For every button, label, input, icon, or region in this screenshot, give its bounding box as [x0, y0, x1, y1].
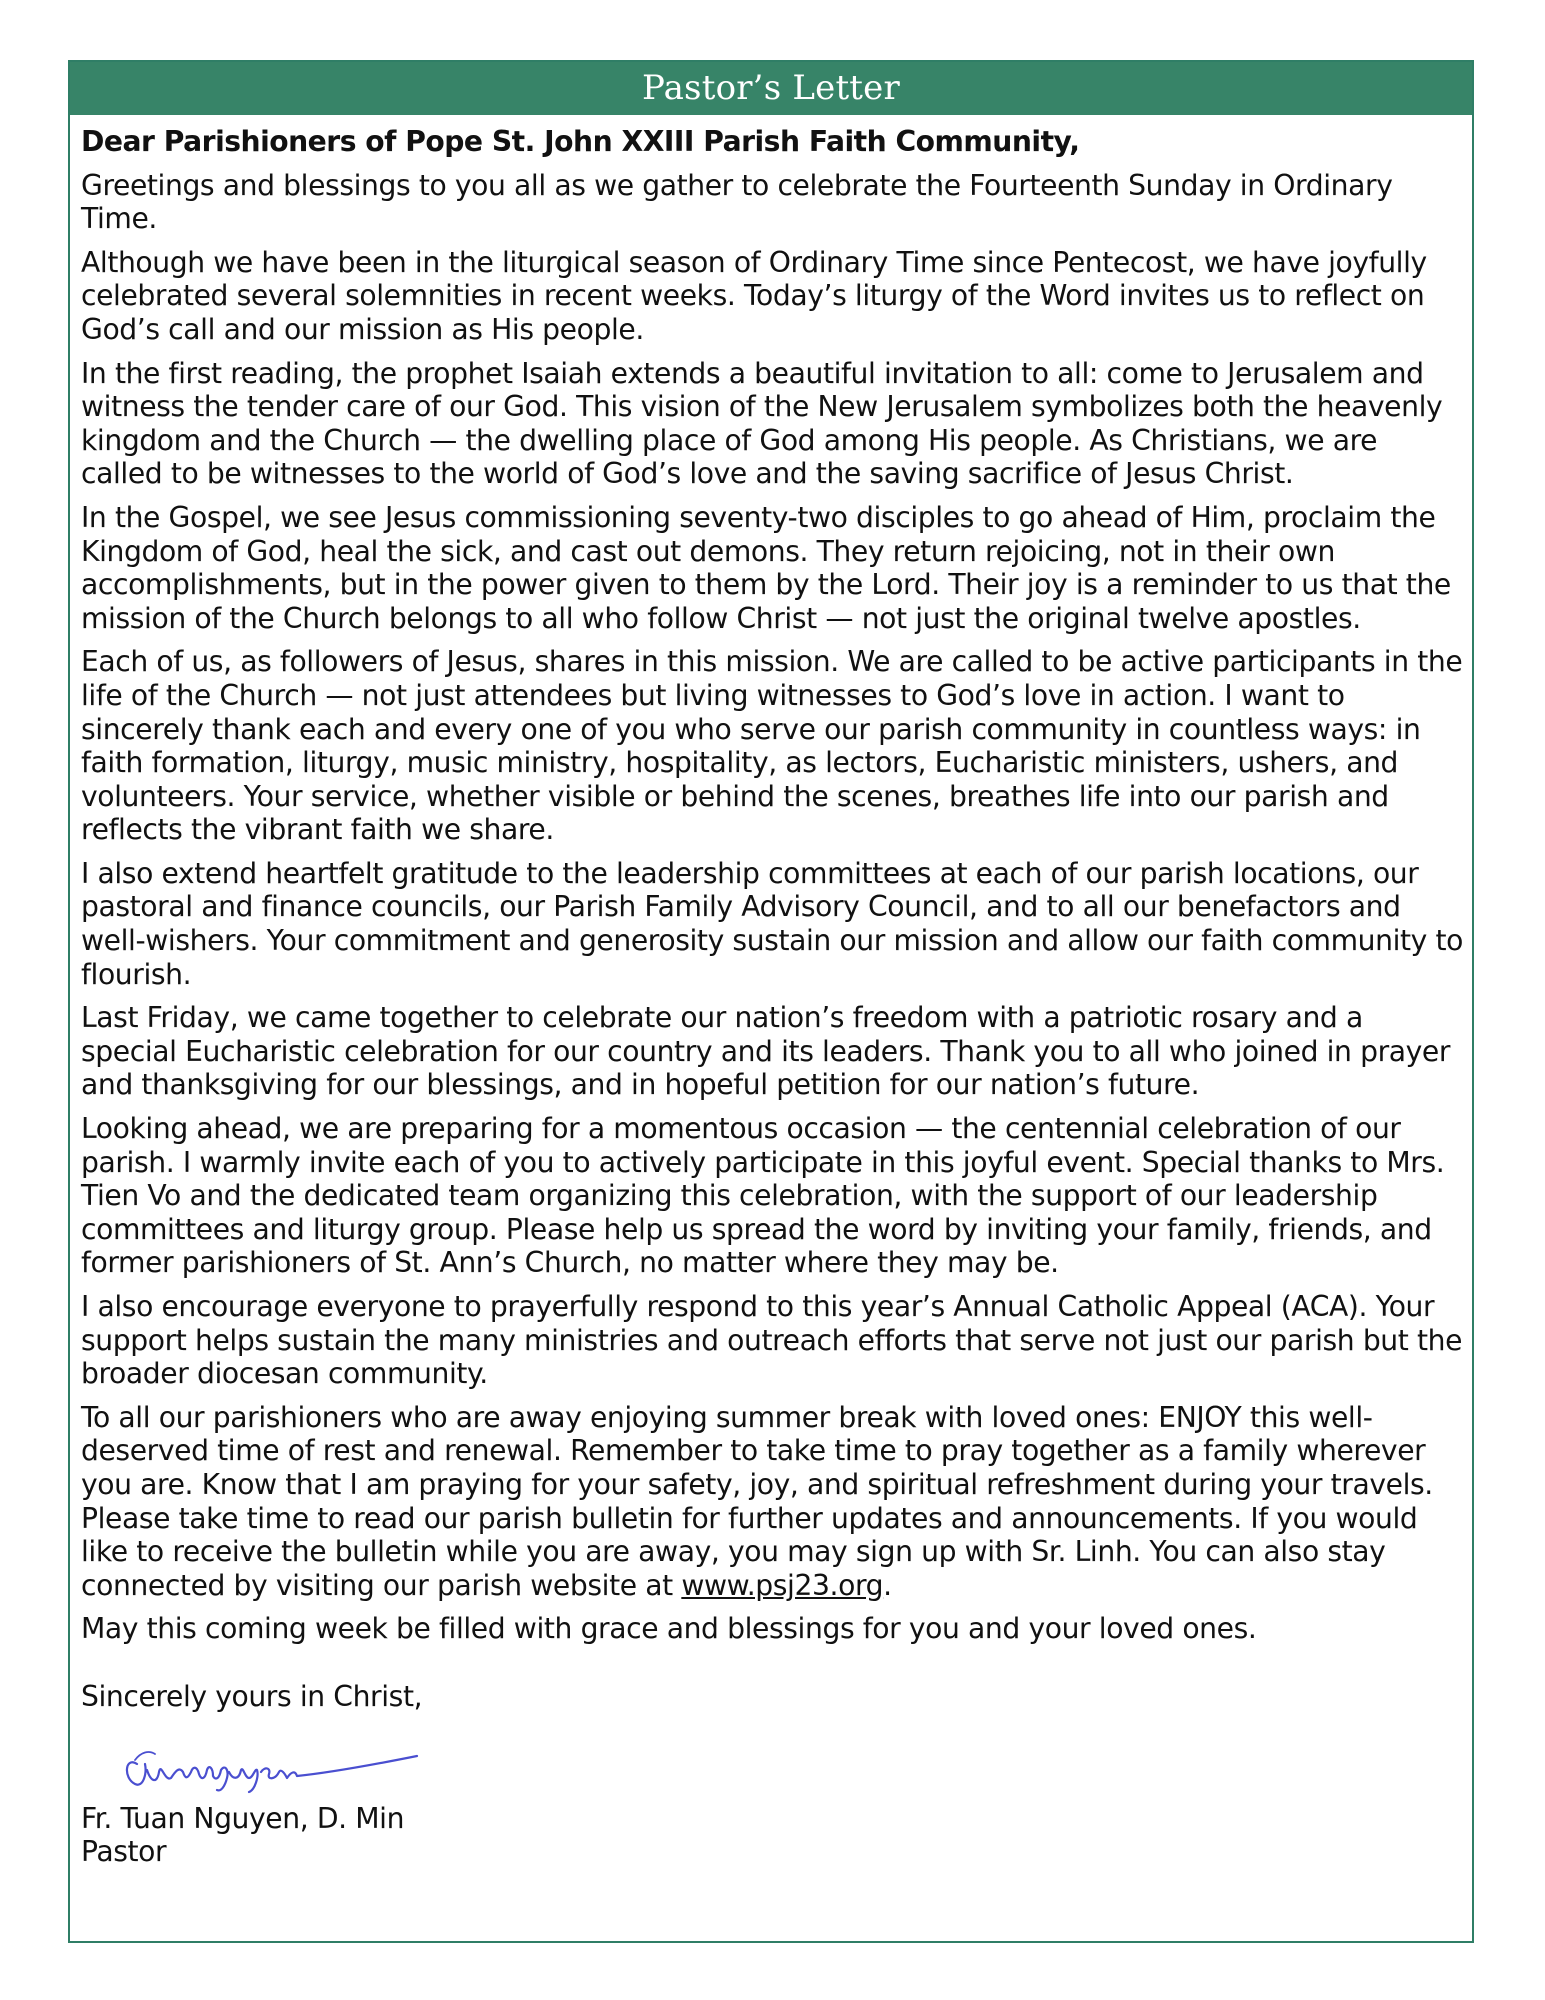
paragraph-first-reading: In the first reading, the prophet Isaiah extends a beautiful invitation to all: come to Jerusalem and witness the tender care of our God. This vision of the New Jerusalem symbolizes both the heavenly kingdom and the Church — the dwelling place of God among His people. As Christians, we are called to be witnesses to the world of God’s love and the saving sacrifice of Jesus Christ.	[81, 356, 1443, 491]
paragraph-summer	[81, 1401, 1466, 1603]
paragraph-mission: Each of us, as followers of Jesus, shares in this mission. We are called to be active participants in the life of the Church — not just attendees but living witnesses to God’s love in action. I want to sincerely thank each and every one of you who serve our parish community in countless ways: in faith formation, liturgy, music ministry, hospitality, as lectors, Eucharistic ministers, ushers, and volunteers. Your service, whether visible or behind the scenes, breathes life into our parish and reflects the vibrant faith we share.	[81, 645, 1463, 847]
paragraph-blessing: May this coming week be filled with grace and blessings for you and your loved ones.	[81, 1612, 1257, 1646]
paragraph-gratitude: I also extend heartfelt gratitude to the leadership committees at each of our parish locations, our pastoral and finance councils, our Parish Family Advisory Council, and to all our benefactors and well-wishers. Your commitment and generosity sustain our mission and allow our faith community to flourish.	[81, 856, 1464, 991]
paragraph-aca: I also encourage everyone to prayerfully respond to this year’s Annual Catholic Appeal (ACA). Your support helps sustain the many ministries and outreach efforts that serve not just our parish but the broader diocesan community.	[81, 1290, 1463, 1391]
letter-body	[81, 125, 1466, 1869]
summer-end: .	[883, 1568, 892, 1602]
salutation: Dear Parishioners of Pope St. John XXIII Parish Faith Community,	[81, 125, 1080, 158]
closing-line: Sincerely yours in Christ,	[81, 1679, 423, 1713]
signature-name: Fr. Tuan Nguyen, D. Min	[81, 1801, 405, 1835]
parish-website-link[interactable]: www.psj23.org	[681, 1568, 884, 1602]
letter-frame	[68, 60, 1474, 1943]
paragraph-centennial: Looking ahead, we are preparing for a momentous occasion — the centennial celebration of our parish. I warmly invite each of you to actively participate in this joyful event. Special thanks to Mrs. Tien Vo and the dedicated team organizing this celebration, with the support of our leadership committees and liturgy group. Please help us spread the word by inviting your family, friends, and former parishioners of St. Ann’s Church, no matter where they may be.	[81, 1112, 1445, 1280]
paragraph-gospel: In the Gospel, we see Jesus commissioning seventy-two disciples to go ahead of Him, proclaim the Kingdom of God, heal the sick, and cast out demons. They return rejoicing, not in their own accomplishments, but in the power given to them by the Lord. Their joy is a reminder to us that the mission of the Church belongs to all who follow Christ — not just the original twelve apostles.	[81, 500, 1451, 635]
summer-text: To all our parishioners who are away enjoying summer break with loved ones: ENJOY this well-deserved time of rest and renewal. Remember to take time to pray together as a family wherever you are. Know that I am praying for your safety, joy, and spiritual refreshment during your travels. Please take time to read our parish bulletin for further updates and announcements. If you would like to receive the bulletin while you are away, you may sign up with Sr. Linh. You can also stay connected by visiting our parish website at	[81, 1400, 1433, 1602]
page-title: Pastor’s Letter	[70, 62, 1472, 115]
paragraph-ordinary-time: Although we have been in the liturgical season of Ordinary Time since Pentecost, we have joyfully celebrated several solemnities in recent weeks. Today’s liturgy of the Word invites us to reflect on God’s call and our mission as His people.	[81, 245, 1427, 346]
paragraph-greeting: Greetings and blessings to you all as we gather to celebrate the Fourteenth Sunday in Ordinary Time.	[81, 168, 1393, 236]
signature-title: Pastor	[81, 1835, 167, 1869]
handwritten-signature	[117, 1726, 437, 1796]
paragraph-freedom: Last Friday, we came together to celebrate our nation’s freedom with a patriotic rosary and a special Eucharistic celebration for our country and its leaders. Thank you to all who joined in prayer and thanksgiving for our blessings, and in hopeful petition for our nation’s future.	[81, 1001, 1451, 1102]
